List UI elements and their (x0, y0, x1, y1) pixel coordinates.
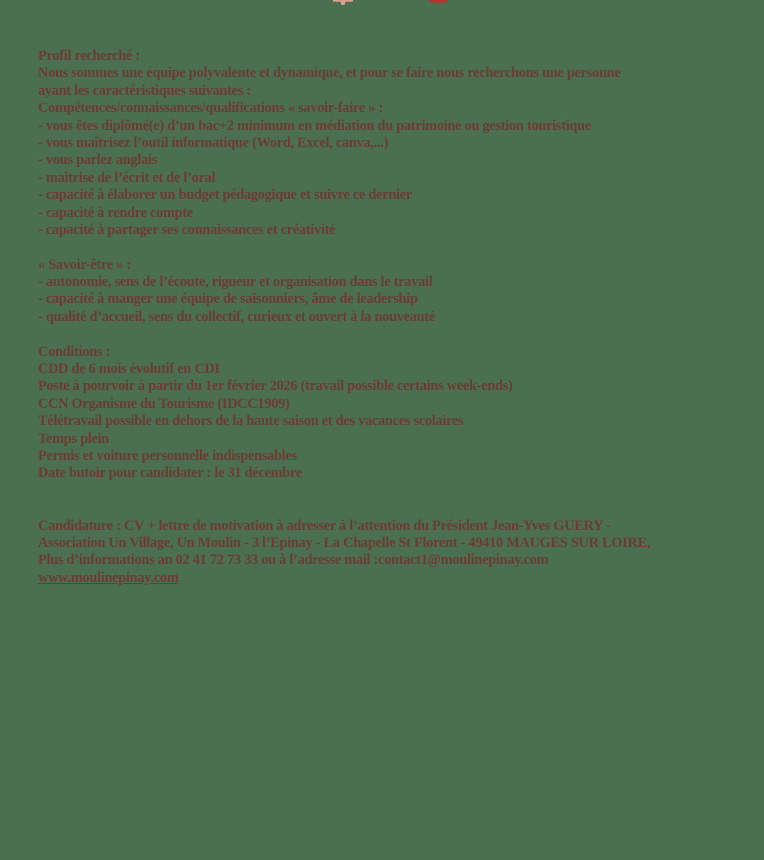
logo-fragment-salmon-icon (333, 0, 353, 5)
candidature-line: Plus d’informations an 02 41 72 73 33 ou à l’adresse mail :contact1@moulinepinay.com (38, 552, 549, 569)
text-line: Nous sommes une équipe polyvalente et dynamique, et pour se faire nous recherchons une personne (38, 65, 621, 82)
text-line: - capacité à rendre compte (38, 204, 193, 221)
section-savoir-etre (38, 257, 750, 327)
job-posting-content (38, 48, 750, 587)
text-line: - vous parlez anglais (38, 152, 158, 169)
section-heading: « Savoir-être » : (38, 256, 132, 273)
text-line: Compétences/connaissances/qualifications « savoir-faire » : (38, 100, 384, 117)
text-line: CDD de 6 mois évolutif en CDI (38, 361, 220, 378)
section-heading: Profil recherché : (38, 48, 140, 64)
text-line: Date butoir pour candidater : le 31 décembre (38, 465, 302, 482)
text-line: Temps plein (38, 430, 110, 447)
logo-fragment-red-icon (429, 0, 448, 5)
website-link[interactable]: www.moulinepinay.com (38, 569, 179, 586)
candidature-line: Candidature : CV + lettre de motivation à adresser à l’attention du Président Jean-Yves GUERY - (38, 517, 611, 534)
job-posting-sections (38, 48, 750, 483)
text-line: Télétravail possible en dehors de la haute saison et des vacances scolaires (38, 413, 464, 430)
text-line: - capacité à manger une équipe de saisonniers, âme de leadership (38, 291, 418, 308)
text-line: - capacité à élaborer un budget pédagogique et suivre ce dernier (38, 187, 412, 204)
candidature-line: Association Un Village, Un Moulin - 3 l’Epinay - La Chapelle St Florent - 49410 MAUGES SUR LOIRE, (38, 534, 651, 551)
text-line: - capacité à partager ses connaissances et créativité (38, 221, 336, 238)
text-line: - qualité d’accueil, sens du collectif, curieux et ouvert à la nouveauté (38, 308, 435, 325)
section-profil (38, 48, 750, 239)
text-line: - vous êtes diplômé(e) d’un bac+2 minimum en médiation du patrimoine ou gestion touristique (38, 117, 591, 134)
text-line: ayant les caractéristiques suivantes : (38, 82, 251, 99)
text-line: Permis et voiture personnelle indispensables (38, 447, 297, 464)
text-line: Poste à pourvoir à partir du 1er février 2026 (travail possible certains week-ends) (38, 378, 513, 395)
section-conditions (38, 344, 750, 483)
text-line: - autonomie, sens de l’écoute, rigueur et organisation dans le travail (38, 274, 433, 291)
text-line: - maîtrise de l’écrit et de l’oral (38, 169, 216, 186)
section-heading: Conditions : (38, 343, 111, 360)
candidature-paragraph (38, 518, 750, 570)
text-line: CCN Organisme du Tourisme (IDCC1909) (38, 395, 290, 412)
text-line: - vous maîtrisez l’outil informatique (Word, Excel, canva,...) (38, 134, 389, 151)
